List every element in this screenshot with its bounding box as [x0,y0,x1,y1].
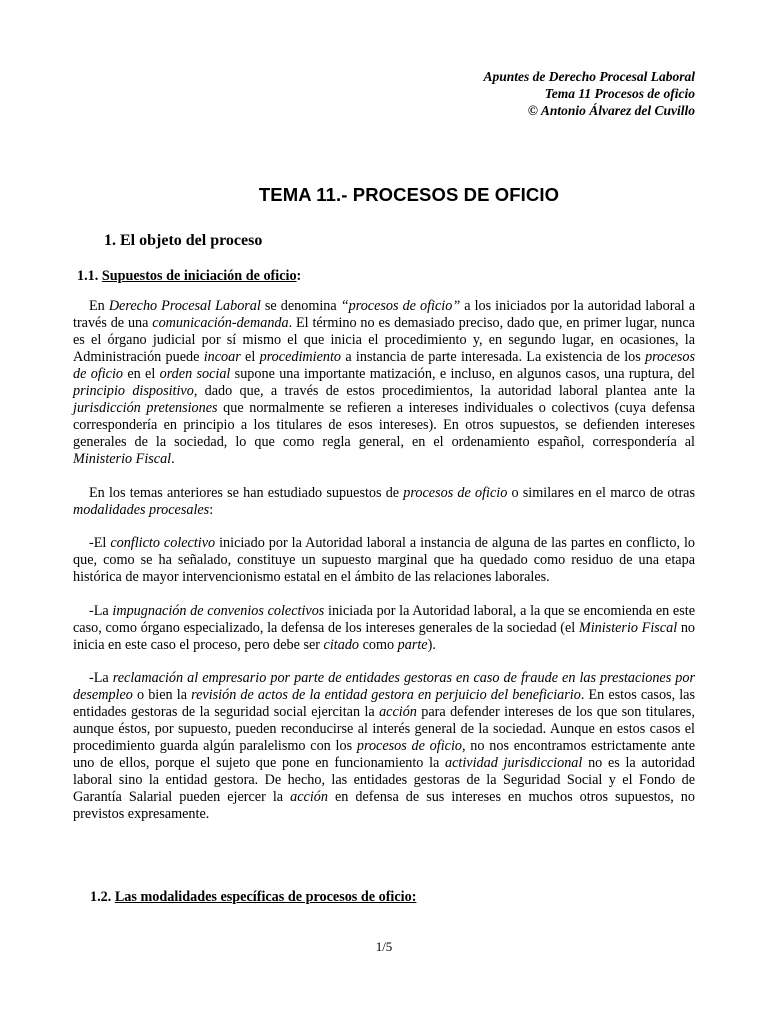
text-run: ). [427,636,436,653]
paragraph [73,535,695,586]
emphasis-text: acción [290,789,328,805]
emphasis-text: conflicto colectivo [110,535,216,551]
subsection-heading-1-1 [77,268,301,285]
text-run: : [209,501,214,518]
emphasis-text: “procesos de oficio” [340,298,461,314]
text-run: no inicia en este caso el proceso, pero debe ser [73,619,696,653]
text-run: iniciada por la Autoridad laboral, a la que se encomienda en este caso, como órgano especializado, la defensa de los intereses generales de la sociedad (el [73,602,695,636]
emphasis-text: Ministerio Fiscal [73,451,172,467]
subsection-title: Supuestos de iniciación de oficio [101,268,297,284]
emphasis-text: impugnación de convenios colectivos [112,602,325,619]
text-run: en el [123,366,160,382]
paragraph [73,670,695,823]
text-run: como [359,636,398,653]
emphasis-text: Derecho Procesal Laboral [108,298,261,314]
subsection-number: 1.1. [77,268,99,284]
emphasis-text: procesos de oficio [73,349,695,382]
emphasis-text: actividad jurisdiccional [445,755,583,771]
text-run: a los iniciados por la autoridad laboral a través de una [73,298,696,331]
text-run: . El término no es demasiado preciso, dado que, en primer lugar, nunca es el órgano judicial por sí mismo el que inicia el procedimiento y, en segundo lugar, en ocasiones, la Administración puede [73,315,695,365]
text-run: supone una importante matización, e incluso, en algunos casos, una ruptura, del [230,366,695,382]
paragraph [73,603,695,654]
document-title: TEMA 11.- PROCESOS DE OFICIO [258,184,560,205]
text-run: a instancia de parte interesada. La existencia de los [341,349,646,365]
text-run: . [171,451,175,467]
emphasis-text: parte [397,636,428,653]
emphasis-text: orden social [159,366,231,382]
emphasis-text: procedimiento [259,349,342,365]
header-course: Apuntes de Derecho Procesal Laboral [483,69,695,84]
text-run: o similares en el marco de otras [507,484,695,501]
text-run: En [89,298,109,314]
text-run: -La [89,670,113,686]
header-topic: Tema 11 Procesos de oficio [544,86,695,101]
text-run: el [240,349,260,365]
page-header [484,68,696,119]
emphasis-text: reclamación al empresario por parte de entidades gestoras en caso de fraude en las prestaciones por desempleo [73,670,695,703]
emphasis-text: acción [379,704,417,720]
text-run: -La [89,602,113,619]
text-run: o bien la [132,687,192,703]
text-run: que normalmente se refieren a intereses individuales o colectivos (cuya defensa correspondería en principio a los titulares de esos intereses). En otros supuestos, se defienden intereses generales de la sociedad, lo que como regla general, en el ordenamiento español, correspondería al [73,400,696,450]
text-run: no es la autoridad laboral sino la entidad gestora. De hecho, las entidades gestoras de la Seguridad Social y el Fondo de Garantía Salarial pueden ejercer la [73,755,696,805]
section-heading: 1. El objeto del proceso [104,232,263,249]
emphasis-text: incoar [203,349,241,365]
emphasis-text: comunicación-demanda [152,315,289,331]
text-run: se denomina [260,298,341,314]
subsection-heading-1-2 [90,889,416,906]
subsection-colon: : [296,268,302,284]
text-run: , dado que, a través de estos procedimientos, la autoridad laboral plantea ante la [193,383,695,399]
subsection-title: Las modalidades específicas de procesos de oficio: [114,889,417,905]
emphasis-text: procesos de oficio, [356,738,466,754]
page-number: 1/5 [375,939,393,954]
emphasis-text: jurisdicción pretensiones [73,400,218,416]
paragraph [73,485,695,519]
text-run: en defensa de sus intereses en muchos otros supuestos, no previstos expresamente. [73,789,695,822]
text-run: no nos encontramos estrictamente ante uno de ellos, porque el sujeto que pone en funcionamiento la [73,738,695,771]
emphasis-text: Ministerio Fiscal [578,619,678,636]
text-run: para defender intereses de los que son titulares, aunque éstos, por supuesto, pueden reconducirse al interés general de la sociedad. Aunque en estos casos el procedimiento guarda algún paralelismo con los [73,704,695,754]
paragraph [73,298,695,468]
emphasis-text: procesos de oficio [403,484,508,501]
emphasis-text: modalidades procesales [73,501,210,518]
header-author: © Antonio Álvarez del Cuvillo [527,103,695,118]
text-run: En los temas anteriores se han estudiado supuestos de [89,484,404,501]
subsection-number: 1.2. [90,889,112,905]
text-run: -El [89,535,111,551]
emphasis-text: citado [323,636,360,653]
text-run: . En estos casos, las entidades gestoras de la seguridad social ejercitan la [73,687,695,720]
body-text [73,298,695,840]
text-run: iniciado por la Autoridad laboral a instancia de alguna de las partes en conflicto, lo que, como se ha señalado, constituye un supuesto marginal que ha quedado como residuo de una etapa histórica de mayor intervencionismo estatal en el ámbito de las relaciones laborales. [73,535,695,585]
emphasis-text: principio dispositivo [73,383,194,399]
emphasis-text: revisión de actos de la entidad gestora en perjuicio del beneficiario [191,687,581,703]
